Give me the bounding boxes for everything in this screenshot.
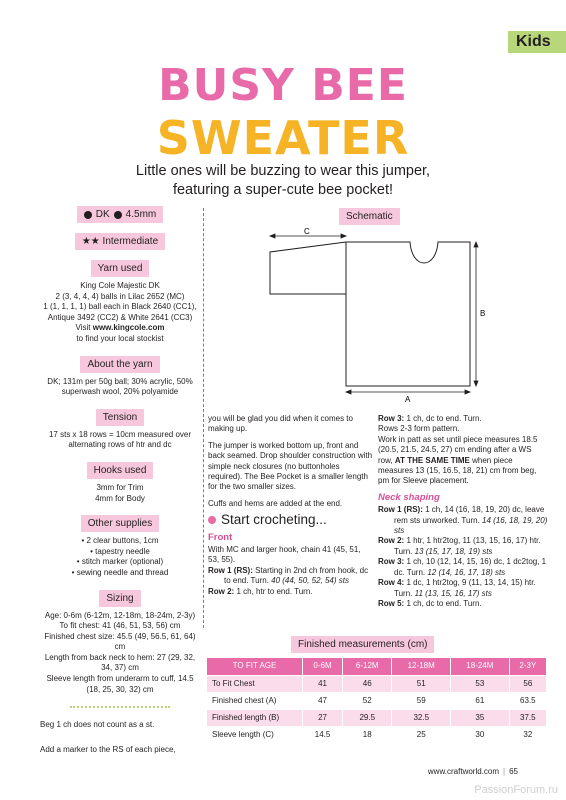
neck-row-1 — [378, 505, 548, 536]
row-label: Row 1 (RS): — [208, 565, 253, 575]
page-number: 65 — [509, 767, 518, 776]
yarn-line: King Cole Majestic DK — [80, 281, 160, 290]
intro — [0, 162, 566, 200]
yarn-line: Antique 3492 (CC2) & White 2641 (CC3) — [47, 312, 193, 322]
dimension-a-label: A — [405, 395, 411, 404]
spec-tag — [77, 206, 163, 223]
table-cell: 46 — [343, 676, 392, 693]
intro-line-2: featuring a super-cute bee pocket! — [172, 182, 394, 198]
hooks-heading: Hooks used — [87, 462, 154, 479]
row-text: 1 dc, 1 htr2tog, 9 (11, 13, 14, 15) htr. Turn. — [394, 578, 536, 598]
table-cell: 56 — [509, 676, 546, 693]
bullet-dot-icon — [208, 516, 216, 524]
row-counts: 13 (15, 17, 18, 19) sts — [414, 546, 493, 556]
footer-site-link[interactable]: www.craftworld.com — [427, 767, 500, 776]
table-cell: 32.5 — [392, 710, 451, 727]
tension-heading: Tension — [96, 409, 144, 426]
cuffs-paragraph: Cuffs and hems are added at the end. — [208, 498, 343, 508]
title-line-2: SWEATER — [156, 111, 410, 165]
column-header: 18-24M — [451, 658, 510, 676]
supplies-section — [40, 515, 200, 578]
row-label: Row 5: — [378, 598, 405, 608]
column-header: 12-18M — [392, 658, 451, 676]
yarn-used-heading: Yarn used — [91, 260, 150, 277]
front-row-3 — [378, 414, 548, 424]
table-row — [207, 676, 547, 693]
yarn-used-section — [40, 260, 200, 345]
table-cell: 18 — [343, 727, 392, 744]
schematic-heading: Schematic — [339, 208, 400, 225]
table-cell: Finished length (B) — [207, 710, 303, 727]
hooks-section — [40, 462, 200, 504]
hook-line: 3mm for Trim — [96, 482, 144, 492]
instructions-column-right — [378, 414, 548, 609]
schematic-sleeve-outline — [270, 242, 346, 294]
sizing-line: Age: 0-6m (6-12m, 12-18m, 18-24m, 2-3y) — [44, 610, 196, 620]
row-label: Row 1 (RS): — [378, 505, 423, 515]
tension-text: 17 sts x 18 rows = 10cm measured over alternating rows of htr and dc — [48, 429, 192, 450]
table-cell: 52 — [343, 693, 392, 710]
intro-paragraph: you will be glad you did when it comes to making up. — [208, 414, 353, 434]
dotted-divider — [70, 706, 170, 708]
start-crocheting-text: Start crocheting... — [221, 512, 327, 528]
table-cell: Finished chest (A) — [207, 693, 303, 710]
instructions-column-middle — [208, 414, 373, 597]
note-marker: Add a marker to the RS of each piece, — [40, 744, 176, 754]
sizing-line: Finished chest size: 45.5 (49, 56.5, 61, 64) cm — [44, 631, 196, 652]
row-text: 1 ch, dc to end. Turn. — [404, 414, 482, 423]
table-cell: 61 — [451, 693, 510, 710]
column-header: TO FIT AGE — [207, 658, 303, 676]
row-label: Row 4: — [378, 578, 405, 588]
sizing-line: Sleeve length from underarm to cuff, 14.5 (18, 25, 30, 32) cm — [46, 674, 194, 694]
row-counts: 12 (14, 16, 17, 18) sts — [427, 567, 506, 577]
spec-level-row — [40, 233, 200, 254]
construction-paragraph: The jumper is worked bottom up, front and back seamed. Drop shoulder construction with simple neck closures (no buttonholes required). The Bee Pocket is a smaller length for the two smaller sizes. — [208, 440, 373, 492]
about-yarn-text: DK; 131m per 50g ball; 30% acrylic, 50% superwash wool, 20% polyamide — [47, 376, 193, 397]
stockist-line: to find your local stockist — [76, 333, 164, 343]
row-label: Row 3: — [378, 414, 405, 423]
neck-shaping-heading: Neck shaping — [378, 491, 440, 503]
table-cell: 47 — [303, 693, 343, 710]
yarn-weight: DK — [95, 209, 110, 220]
table-cell: 32 — [509, 727, 546, 744]
supply-item: • stitch marker (optional) — [40, 557, 200, 568]
pattern-note: Rows 2-3 form pattern. — [378, 424, 460, 434]
table-cell: 37.5 — [509, 710, 546, 727]
row-text: 1 ch, htr to end. Turn. — [234, 586, 313, 596]
dimension-c-label: C — [304, 227, 310, 236]
table-cell: 29.5 — [343, 710, 392, 727]
table-cell: 14.5 — [303, 727, 343, 744]
neck-row-5 — [378, 599, 548, 609]
column-header: 2-3Y — [509, 658, 546, 676]
dimension-b-label: B — [480, 309, 486, 318]
row-label: Row 3: — [378, 557, 405, 567]
supplies-heading: Other supplies — [81, 515, 159, 532]
hook-size: 4.5mm — [125, 209, 157, 220]
watermark: PassionForum.ru — [474, 784, 558, 796]
skill-level: ★★ Intermediate — [75, 233, 165, 250]
front-chain-text: With MC and larger hook, chain 41 (45, 51, 53, 55). — [208, 545, 361, 565]
section-tab: Kids — [508, 31, 566, 53]
column-header: 0-6M — [303, 658, 343, 676]
dimension-a-arrow-right — [465, 390, 470, 394]
hook-icon — [114, 211, 122, 219]
row-counts: 14 (16, 18, 19, 20) sts — [394, 515, 548, 536]
table-cell: 27 — [303, 710, 343, 727]
table-cell: 35 — [451, 710, 510, 727]
table-cell: 53 — [451, 676, 510, 693]
table-row — [207, 693, 547, 710]
dimension-c-arrow-right — [341, 234, 346, 238]
row-counts: 11 (13, 15, 16, 17) sts — [414, 588, 492, 598]
page-footer — [428, 767, 518, 778]
schematic-body-outline — [346, 242, 470, 386]
row-label: Row 2: — [378, 536, 405, 546]
intro-line-1: Little ones will be buzzing to wear this jumper, — [135, 163, 431, 179]
table-cell: 41 — [303, 676, 343, 693]
supply-item: • 2 clear buttons, 1cm — [40, 536, 200, 547]
table-row — [207, 727, 547, 744]
hook-line: 4mm for Body — [95, 493, 145, 503]
start-crocheting-heading — [208, 512, 373, 528]
work-text: Work in patt as set until piece measures 18.5 (20.5, 21.5, 24.5, 27) cm ending after a WS row, — [378, 434, 538, 465]
table-row — [207, 710, 547, 727]
table-cell: Sleeve length (C) — [207, 727, 303, 744]
yarn-line: 1 (1, 1, 1, 1) ball each in Black 2640 (CC1), — [43, 302, 197, 312]
table-header-row — [207, 658, 547, 676]
work-instructions — [378, 435, 548, 487]
row-counts: 40 (44, 50, 52, 54) sts — [271, 576, 349, 586]
neck-row-2 — [378, 536, 548, 557]
measurements-table — [206, 657, 547, 744]
supply-item: • tapestry needle — [40, 547, 200, 558]
footer-separator: | — [503, 767, 506, 776]
dimension-b-arrow-bottom — [474, 381, 478, 386]
table-cell: 51 — [392, 676, 451, 693]
table-cell: 30 — [451, 727, 510, 744]
measurements-heading: Finished measurements (cm) — [291, 636, 434, 653]
neck-row-3 — [378, 557, 548, 578]
sizing-line: To fit chest: 41 (46, 51, 53, 56) cm — [59, 621, 181, 631]
column-header: 6-12M — [343, 658, 392, 676]
kingcole-link[interactable]: www.kingcole.com — [92, 323, 165, 333]
work-text-2: when piece measures 13 (15, 16.5, 18, 21) cm from beg, pm for Sleeve placement. — [378, 455, 537, 486]
dimension-b-arrow-top — [474, 242, 478, 247]
row-text: Starting in 2nd ch from hook, dc to end. Turn. — [224, 565, 369, 586]
note-beg-ch: Beg 1 ch does not count as a st. — [40, 720, 155, 730]
same-time-emphasis: AT THE SAME TIME — [394, 455, 470, 465]
sweater-schematic — [260, 226, 490, 404]
front-row-2 — [208, 587, 373, 597]
sizing-line: Length from back neck to hem: 27 (29, 32, 34, 37) cm — [44, 652, 196, 673]
supply-item: • sewing needle and thread — [40, 568, 200, 579]
neck-row-4 — [378, 578, 548, 599]
spec-weight-hook — [40, 206, 200, 227]
column-divider — [203, 208, 204, 628]
about-yarn-heading: About the yarn — [80, 356, 159, 373]
materials-column — [40, 206, 200, 769]
visit-prefix: Visit — [75, 323, 93, 333]
title-line-1: BUSY BEE — [158, 60, 408, 111]
tension-section — [40, 409, 200, 451]
table-cell: 25 — [392, 727, 451, 744]
yarn-ball-icon — [84, 211, 92, 219]
dimension-c-arrow-left — [270, 234, 275, 238]
dimension-a-arrow-left — [346, 390, 351, 394]
sizing-section — [40, 590, 200, 696]
table-cell: 59 — [392, 693, 451, 710]
yarn-line: 2 (3, 4, 4, 4) balls in Lilac 2652 (MC) — [55, 291, 185, 301]
sizing-heading: Sizing — [99, 590, 140, 607]
row-label: Row 2: — [208, 586, 235, 596]
front-row-1 — [208, 566, 373, 587]
row-text: 1 ch, 14 (16, 18, 19, 20) dc, leave rem sts unworked. Turn. — [394, 505, 545, 525]
table-cell: To Fit Chest — [207, 676, 303, 693]
about-yarn-section — [40, 356, 200, 398]
row-text: 1 htr, 1 htr2tog, 11 (13, 15, 16, 17) htr. Turn. — [394, 536, 541, 556]
supplies-list — [40, 536, 200, 578]
row-text: 1 ch, 10 (12, 14, 15, 16) dc, 1 dc2tog, 1 dc. Turn. — [394, 557, 547, 577]
front-heading: Front — [208, 531, 233, 543]
row-text: 1 ch, dc to end. Turn. — [404, 598, 482, 608]
table-cell: 63.5 — [509, 693, 546, 710]
visit-line — [40, 323, 200, 334]
